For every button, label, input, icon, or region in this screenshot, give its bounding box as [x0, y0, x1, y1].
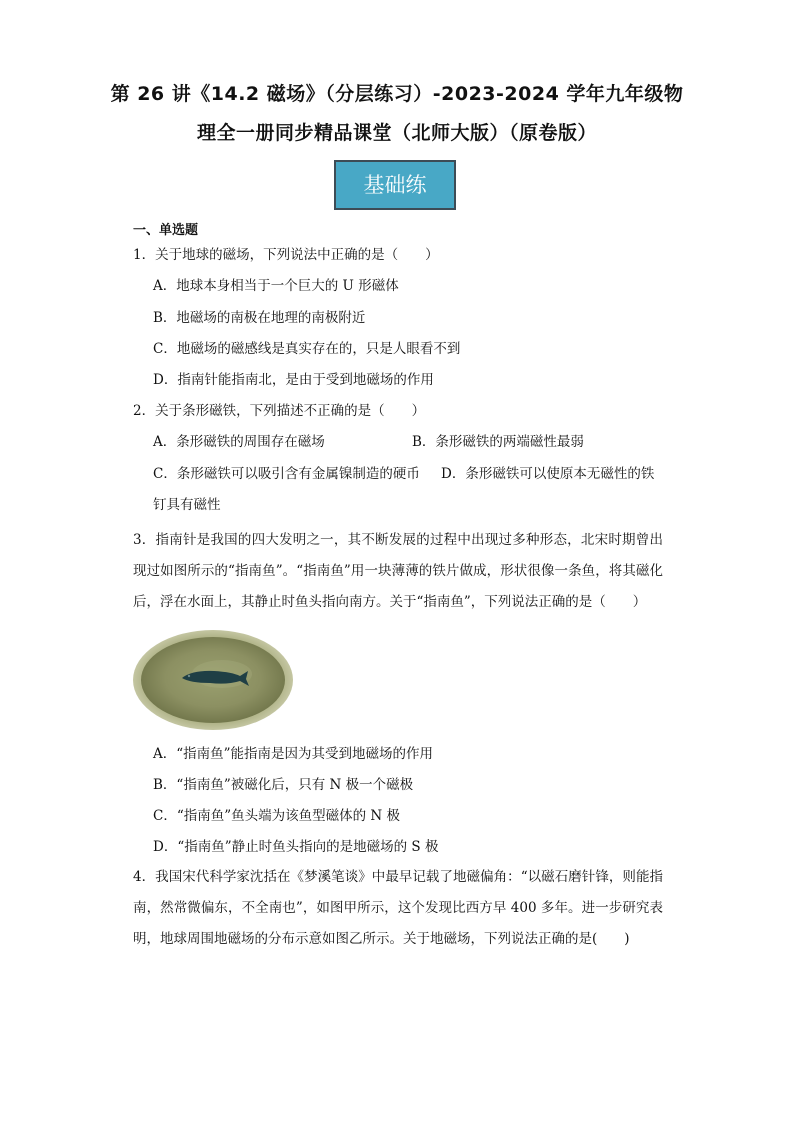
question-2-option-b: B．条形磁铁的两端磁性最弱 — [412, 434, 584, 450]
compass-fish-bowl-image — [132, 622, 295, 732]
question-3-option-c: C．“指南鱼”鱼头端为该鱼型磁体的 N 极 — [153, 808, 401, 824]
question-4-stem: 4．我国宋代科学家沈括在《梦溪笔谈》中最早记载了地磁偏角：“以磁石磨针锋，则能指南，然常微偏东，不全南也”，如图甲所示，这个发现比西方早 400 多年。进一步研究表明，地球周围地磁场的分布示意如图乙所示。关于地磁场，下列说法正确的是( ) — [133, 869, 663, 947]
question-1-stem: 1．关于地球的磁场，下列说法中正确的是（ ） — [133, 247, 439, 263]
question-2-option-d: D．条形磁铁可以使原本无磁性的铁 — [441, 466, 655, 482]
level-badge: 基础练 — [334, 160, 456, 210]
question-2-option-c: C．条形磁铁可以吸引含有金属镍制造的硬币 — [153, 466, 420, 482]
question-3-option-d: D．“指南鱼”静止时鱼头指向的是地磁场的 S 极 — [153, 839, 439, 855]
title-line-1: 第 26 讲《14.2 磁场》（分层练习）-2023-2024 学年九年级物 — [110, 83, 684, 105]
question-1-option-a: A．地球本身相当于一个巨大的 U 形磁体 — [153, 278, 399, 294]
question-1-option-b: B．地磁场的南极在地理的南极附近 — [153, 310, 366, 326]
title-line-2: 理全一册同步精品课堂（北师大版）（原卷版） — [196, 122, 597, 144]
question-3-option-b: B．“指南鱼”被磁化后，只有 N 极一个磁极 — [153, 777, 414, 793]
section-heading: 一、单选题 — [133, 223, 199, 238]
question-2-option-a: A．条形磁铁的周围存在磁场 — [153, 434, 325, 450]
question-2-stem: 2．关于条形磁铁，下列描述不正确的是（ ） — [133, 403, 426, 419]
question-3-option-a: A．“指南鱼”能指南是因为其受到地磁场的作用 — [153, 746, 434, 762]
question-1-option-c: C．地磁场的磁感线是真实存在的，只是人眼看不到 — [153, 341, 461, 357]
question-1-option-d: D．指南针能指南北，是由于受到地磁场的作用 — [153, 372, 434, 388]
question-2-option-d-continued: 钉具有磁性 — [153, 497, 221, 513]
question-3-stem: 3．指南针是我国的四大发明之一，其不断发展的过程中出现过多种形态，北宋时期曾出现过如图所示的“指南鱼”。“指南鱼”用一块薄薄的铁片做成，形状很像一条鱼，将其磁化后，浮在水面上，其静止时鱼头指向南方。关于“指南鱼”，下列说法正确的是（ ） — [133, 532, 663, 610]
